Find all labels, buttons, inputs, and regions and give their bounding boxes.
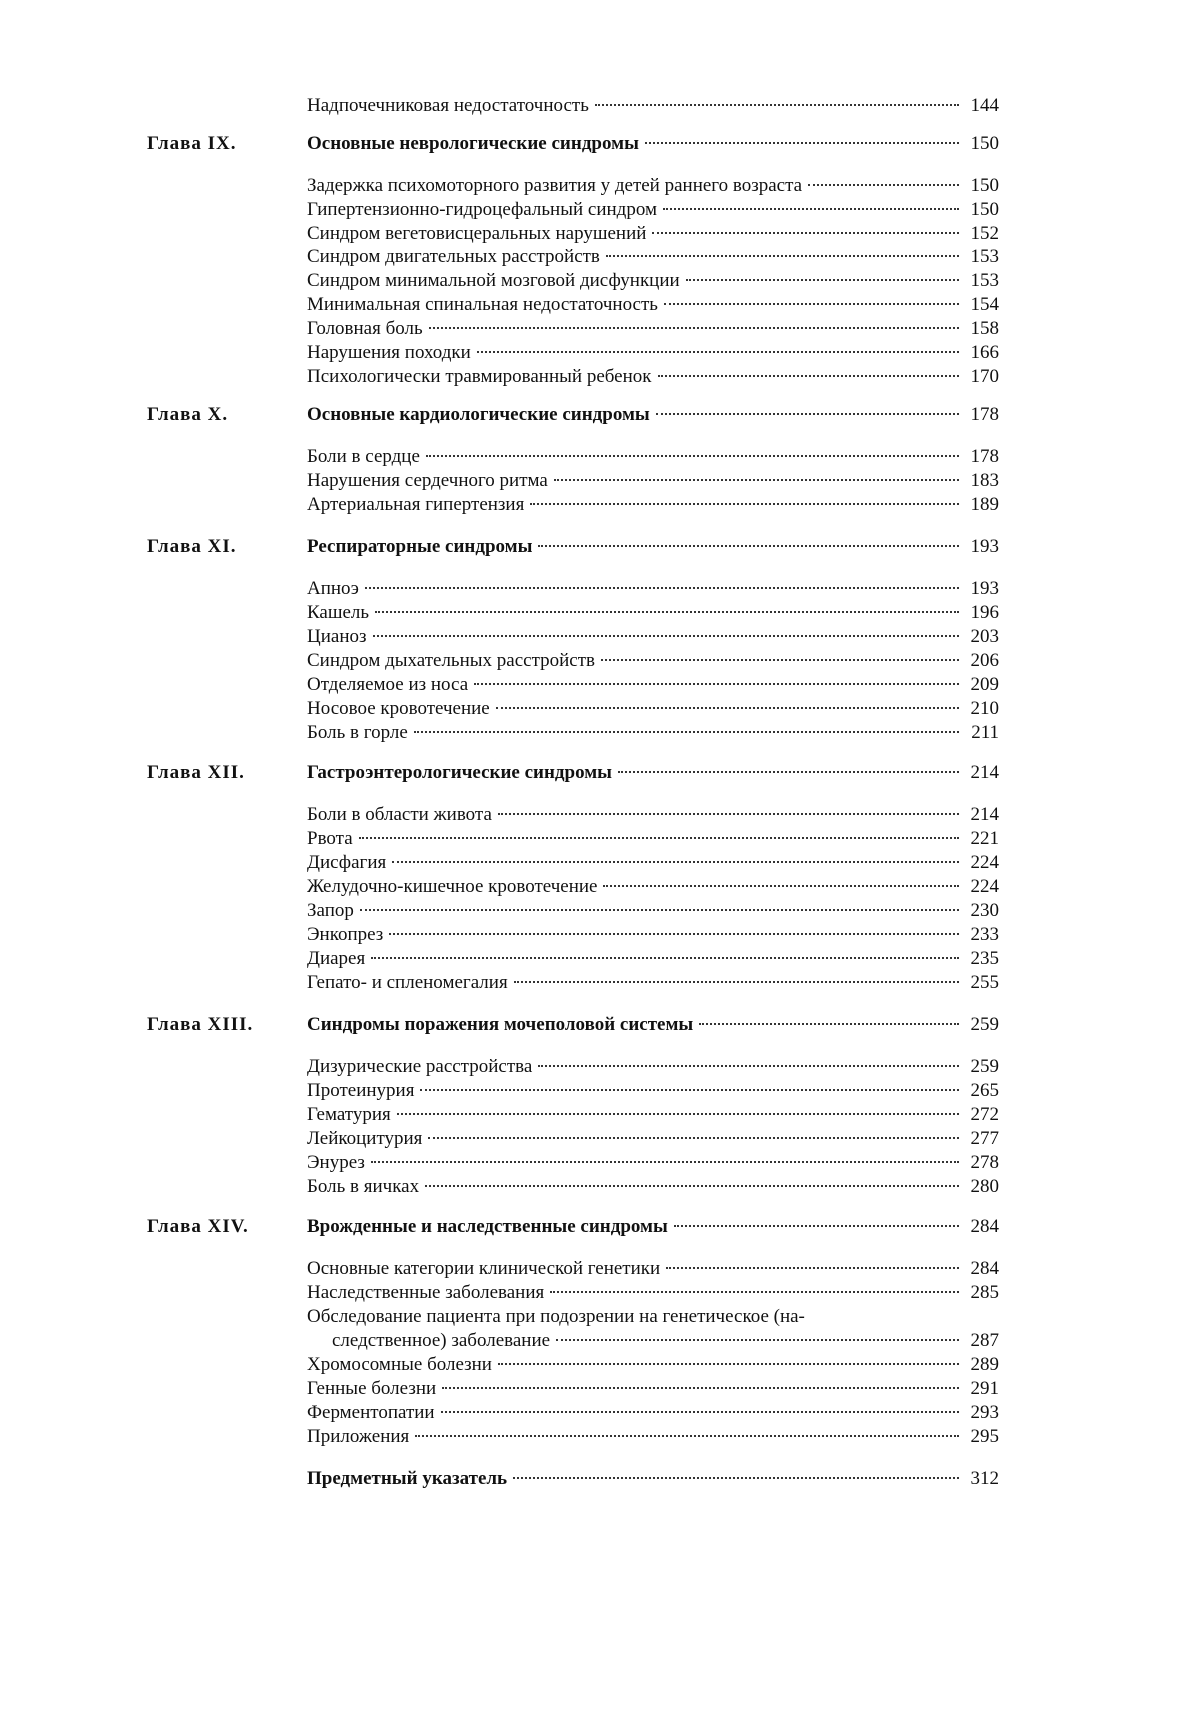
- page-number: 193: [970, 536, 999, 557]
- toc-entry: [307, 1174, 999, 1200]
- toc-entry-row: [0, 696, 1200, 722]
- toc-entry: [307, 1054, 999, 1080]
- toc-entry-row: [0, 720, 1200, 746]
- toc-chapter-row: [0, 534, 1200, 560]
- toc-entry: [307, 970, 999, 996]
- toc-entry: [307, 802, 999, 828]
- toc-entry-title: Головная боль: [307, 318, 423, 339]
- page-number: 312: [970, 1468, 999, 1489]
- page-number: 233: [970, 924, 999, 945]
- toc-entry-row: [0, 197, 1200, 223]
- chapter-title: Врожденные и наследственные синдромы: [307, 1216, 668, 1237]
- toc-entry: [307, 672, 999, 698]
- toc-entry-row: [0, 970, 1200, 996]
- page-number: 272: [970, 1104, 999, 1125]
- page-number: 278: [970, 1152, 999, 1173]
- toc-entry: [307, 340, 999, 366]
- toc-entry: [332, 1328, 999, 1354]
- dot-leader: [513, 1477, 959, 1479]
- dot-leader: [538, 1065, 959, 1067]
- toc-entry-row: [0, 1078, 1200, 1104]
- toc-entry-row: [0, 1304, 1200, 1330]
- dot-leader: [556, 1339, 959, 1341]
- page-number: 295: [970, 1426, 999, 1447]
- toc-entry-title: следственное) заболевание: [332, 1330, 551, 1351]
- toc-entry-title: Приложения: [307, 1426, 410, 1447]
- page-number: 150: [970, 133, 999, 154]
- toc-entry-title: Нарушения походки: [307, 342, 471, 363]
- dot-leader: [550, 1291, 959, 1293]
- dot-leader: [664, 303, 959, 305]
- toc-entry: [307, 600, 999, 626]
- toc-entry-row: [0, 1424, 1200, 1450]
- dot-leader: [477, 351, 959, 353]
- dot-leader: [530, 503, 959, 505]
- dot-leader: [375, 611, 959, 613]
- toc-entry-title: Психологически травмированный ребенок: [307, 366, 652, 387]
- page-number: 206: [970, 650, 999, 671]
- toc-entry-row: [0, 648, 1200, 674]
- toc-entry-title: Артериальная гипертензия: [307, 494, 525, 515]
- toc-entry: [307, 534, 999, 560]
- toc-entry-title: Цианоз: [307, 626, 367, 647]
- toc-entry-title: Дизурические расстройства: [307, 1056, 533, 1077]
- toc-entry-row: [0, 1280, 1200, 1306]
- page-number: 166: [970, 342, 999, 363]
- toc-entry: [307, 268, 999, 294]
- toc-entry-title: Обследование пациента при подозрении на генетическое (на-: [307, 1306, 805, 1327]
- chapter-title: Гастроэнтерологические синдромы: [307, 762, 613, 783]
- toc-entry-title: Энурез: [307, 1152, 365, 1173]
- dot-leader: [365, 587, 959, 589]
- toc-entry-row: [0, 1466, 1200, 1492]
- chapter-title: Респираторные синдромы: [307, 536, 533, 557]
- toc-entry-row: [0, 898, 1200, 924]
- toc-entry-title: Синдром двигательных расстройств: [307, 246, 600, 267]
- page-number: 214: [970, 762, 999, 783]
- toc-entry: [307, 1126, 999, 1152]
- toc-entry: [307, 1400, 999, 1426]
- dot-leader: [514, 981, 959, 983]
- page-number: 193: [970, 578, 999, 599]
- dot-leader: [595, 104, 959, 106]
- toc-entry-row: [0, 826, 1200, 852]
- chapter-label: Глава XIV.: [147, 1216, 249, 1237]
- toc-entry-row: [0, 316, 1200, 342]
- toc-entry: [307, 1078, 999, 1104]
- page-number: 284: [970, 1216, 999, 1237]
- page-number: 210: [970, 698, 999, 719]
- dot-leader: [397, 1113, 959, 1115]
- toc-entry-row: [0, 624, 1200, 650]
- toc-entry-row: [0, 1376, 1200, 1402]
- page-number: 154: [970, 294, 999, 315]
- toc-entry-title: Задержка психомоторного развития у детей раннего возраста: [307, 175, 803, 196]
- page-number: 224: [970, 852, 999, 873]
- toc-entry: [307, 292, 999, 318]
- toc-entry-row: [0, 1054, 1200, 1080]
- toc-entry-row: [0, 1328, 1200, 1354]
- dot-leader: [645, 142, 959, 144]
- toc-entry-title: Желудочно-кишечное кровотечение: [307, 876, 598, 897]
- toc-entry: [307, 922, 999, 948]
- chapter-title: Основные кардиологические синдромы: [307, 404, 650, 425]
- toc-entry-row: [0, 850, 1200, 876]
- page-number: 183: [970, 470, 999, 491]
- page-number: 285: [970, 1282, 999, 1303]
- toc-entry: [307, 173, 999, 199]
- page-number: 178: [970, 446, 999, 467]
- page-number: 255: [970, 972, 999, 993]
- toc-entry-row: [0, 576, 1200, 602]
- dot-leader: [674, 1225, 959, 1227]
- toc-chapter-row: [0, 1214, 1200, 1240]
- toc-entry-row: [0, 1256, 1200, 1282]
- toc-entry-title: Лейкоцитурия: [307, 1128, 423, 1149]
- toc-entry: [307, 316, 999, 342]
- toc-entry: [307, 1012, 999, 1038]
- toc-entry-title: Дисфагия: [307, 852, 387, 873]
- dot-leader: [808, 184, 959, 186]
- toc-entry: [307, 492, 999, 518]
- toc-entry-title: Энкопрез: [307, 924, 384, 945]
- toc-entry: [307, 1376, 999, 1402]
- page-number: 259: [970, 1014, 999, 1035]
- dot-leader: [603, 885, 959, 887]
- toc-entry-title: Отделяемое из носа: [307, 674, 469, 695]
- toc-entry: [307, 874, 999, 900]
- toc-entry-title: Нарушения сердечного ритма: [307, 470, 548, 491]
- toc-entry-title: Апноэ: [307, 578, 359, 599]
- page-number: 189: [970, 494, 999, 515]
- toc-entry: [307, 1466, 999, 1492]
- toc-entry-row: [0, 1102, 1200, 1128]
- dot-leader: [474, 683, 959, 685]
- toc-entry-row: [0, 340, 1200, 366]
- dot-leader: [686, 279, 959, 281]
- toc-entry-title: Предметный указатель: [307, 1468, 508, 1489]
- toc-entry: [307, 648, 999, 674]
- page-number: 152: [970, 223, 999, 244]
- toc-entry-row: [0, 672, 1200, 698]
- dot-leader: [652, 232, 959, 234]
- toc-entry-title: Хромосомные болезни: [307, 1354, 492, 1375]
- toc-entry-title: Диарея: [307, 948, 366, 969]
- toc-entry-row: [0, 492, 1200, 518]
- page-number: 235: [970, 948, 999, 969]
- page-number: 287: [970, 1330, 999, 1351]
- toc-entry-title: Надпочечниковая недостаточность: [307, 95, 589, 116]
- page-number: 293: [970, 1402, 999, 1423]
- page-number: 230: [970, 900, 999, 921]
- dot-leader: [442, 1387, 959, 1389]
- page-number: 211: [971, 722, 999, 743]
- toc-entry-title: Минимальная спинальная недостаточность: [307, 294, 658, 315]
- toc-entry: [307, 720, 999, 746]
- toc-entry-title: Гипертензионно-гидроцефальный синдром: [307, 199, 657, 220]
- toc-entry: [307, 444, 999, 470]
- dot-leader: [618, 771, 959, 773]
- toc-entry-row: [0, 1352, 1200, 1378]
- dot-leader: [606, 255, 959, 257]
- chapter-title: Синдромы поражения мочеполовой системы: [307, 1014, 694, 1035]
- chapter-title: Основные неврологические синдромы: [307, 133, 639, 154]
- page-number: 203: [970, 626, 999, 647]
- toc-entry-row: [0, 1126, 1200, 1152]
- dot-leader: [389, 933, 959, 935]
- toc-entry-row: [0, 874, 1200, 900]
- dot-leader: [425, 1185, 959, 1187]
- page-number: 280: [970, 1176, 999, 1197]
- dot-leader: [666, 1267, 959, 1269]
- toc-entry-title: Боли в сердце: [307, 446, 420, 467]
- page-number: 224: [970, 876, 999, 897]
- page-number: 291: [970, 1378, 999, 1399]
- page-number: 209: [970, 674, 999, 695]
- toc-entry-title: Основные категории клинической генетики: [307, 1258, 661, 1279]
- toc-entry: [307, 364, 999, 390]
- chapter-label: Глава IX.: [147, 133, 237, 154]
- toc-entry: [307, 468, 999, 494]
- chapter-label: Глава X.: [147, 404, 229, 425]
- toc-entry: [307, 1214, 999, 1240]
- page-number: 284: [970, 1258, 999, 1279]
- toc-entry-title: Синдром вегетовисцеральных нарушений: [307, 223, 647, 244]
- page-number: 153: [970, 246, 999, 267]
- toc-chapter-row: [0, 760, 1200, 786]
- page-number: 144: [970, 95, 999, 116]
- toc-entry-title: Генные болезни: [307, 1378, 437, 1399]
- page-number: 265: [970, 1080, 999, 1101]
- toc-entry: [307, 760, 999, 786]
- toc-entry: [307, 93, 999, 119]
- toc-entry: [307, 946, 999, 972]
- toc-entry-row: [0, 244, 1200, 270]
- toc-entry: [307, 244, 999, 270]
- dot-leader: [373, 635, 960, 637]
- dot-leader: [498, 813, 959, 815]
- toc-entry-title: Запор: [307, 900, 354, 921]
- chapter-label: Глава XIII.: [147, 1014, 254, 1035]
- toc-chapter-row: [0, 402, 1200, 428]
- toc-entry-row: [0, 468, 1200, 494]
- page-number: 214: [970, 804, 999, 825]
- dot-leader: [426, 455, 959, 457]
- toc-entry-title: Боли в области живота: [307, 804, 492, 825]
- page-number: 289: [970, 1354, 999, 1375]
- dot-leader: [392, 861, 959, 863]
- toc-entry: [307, 898, 999, 924]
- toc-entry-row: [0, 1150, 1200, 1176]
- toc-entry: [307, 1256, 999, 1282]
- toc-entry-title: Рвота: [307, 828, 353, 849]
- dot-leader: [428, 1137, 959, 1139]
- page-number: 221: [970, 828, 999, 849]
- chapter-label: Глава XI.: [147, 536, 237, 557]
- toc-entry-title: Синдром минимальной мозговой дисфункции: [307, 270, 680, 291]
- page-number: 150: [970, 175, 999, 196]
- dot-leader: [359, 837, 959, 839]
- toc-entry: [307, 1424, 999, 1450]
- toc-entry: [307, 1280, 999, 1306]
- page-number: 259: [970, 1056, 999, 1077]
- toc-entry-row: [0, 600, 1200, 626]
- page-number: 178: [970, 404, 999, 425]
- dot-leader: [601, 659, 959, 661]
- toc-entry-title: Боль в яичках: [307, 1176, 420, 1197]
- toc-entry-row: [0, 946, 1200, 972]
- dot-leader: [415, 1435, 959, 1437]
- toc-entry-title: Ферментопатии: [307, 1402, 435, 1423]
- toc-entry-row: [0, 1174, 1200, 1200]
- toc-entry: [307, 1352, 999, 1378]
- toc-entry-row: [0, 292, 1200, 318]
- dot-leader: [554, 479, 959, 481]
- dot-leader: [414, 731, 959, 733]
- toc-entry-row: [0, 444, 1200, 470]
- dot-leader: [496, 707, 959, 709]
- dot-leader: [538, 545, 959, 547]
- dot-leader: [498, 1363, 959, 1365]
- dot-leader: [360, 909, 959, 911]
- page-number: 150: [970, 199, 999, 220]
- toc-entry-row: [0, 268, 1200, 294]
- toc-entry-title: Носовое кровотечение: [307, 698, 490, 719]
- toc-entry: [307, 826, 999, 852]
- toc-entry: [307, 696, 999, 722]
- toc-entry-title: Наследственные заболевания: [307, 1282, 545, 1303]
- dot-leader: [663, 208, 959, 210]
- toc-entry: [307, 402, 999, 428]
- toc-entry-title: Кашель: [307, 602, 370, 623]
- toc-entry-row: [0, 173, 1200, 199]
- toc-entry-row: [0, 1400, 1200, 1426]
- toc-entry-title: Синдром дыхательных расстройств: [307, 650, 595, 671]
- dot-leader: [658, 375, 960, 377]
- dot-leader: [699, 1023, 959, 1025]
- dot-leader: [371, 957, 959, 959]
- toc-entry: [307, 197, 999, 223]
- page-number: 153: [970, 270, 999, 291]
- dot-leader: [656, 413, 959, 415]
- toc-entry: [307, 1150, 999, 1176]
- toc-entry: [307, 850, 999, 876]
- chapter-label: Глава XII.: [147, 762, 245, 783]
- toc-entry: [307, 624, 999, 650]
- page-number: 277: [970, 1128, 999, 1149]
- toc-entry-title: Протеинурия: [307, 1080, 415, 1101]
- toc-entry-title: Боль в горле: [307, 722, 408, 743]
- page-number: 196: [970, 602, 999, 623]
- dot-leader: [420, 1089, 959, 1091]
- toc-entry-row: [0, 364, 1200, 390]
- toc-chapter-row: [0, 1012, 1200, 1038]
- dot-leader: [441, 1411, 959, 1413]
- toc-entry: [307, 576, 999, 602]
- toc-entry: [307, 1102, 999, 1128]
- toc-entry-title: Гематурия: [307, 1104, 391, 1125]
- toc-entry-row: [0, 922, 1200, 948]
- dot-leader: [429, 327, 959, 329]
- page-number: 158: [970, 318, 999, 339]
- page-number: 170: [970, 366, 999, 387]
- toc-entry-row: [0, 802, 1200, 828]
- dot-leader: [371, 1161, 959, 1163]
- toc-entry-title: Гепато- и спленомегалия: [307, 972, 508, 993]
- toc-entry: [307, 131, 999, 157]
- toc-entry-row: [0, 93, 1200, 119]
- toc-chapter-row: [0, 131, 1200, 157]
